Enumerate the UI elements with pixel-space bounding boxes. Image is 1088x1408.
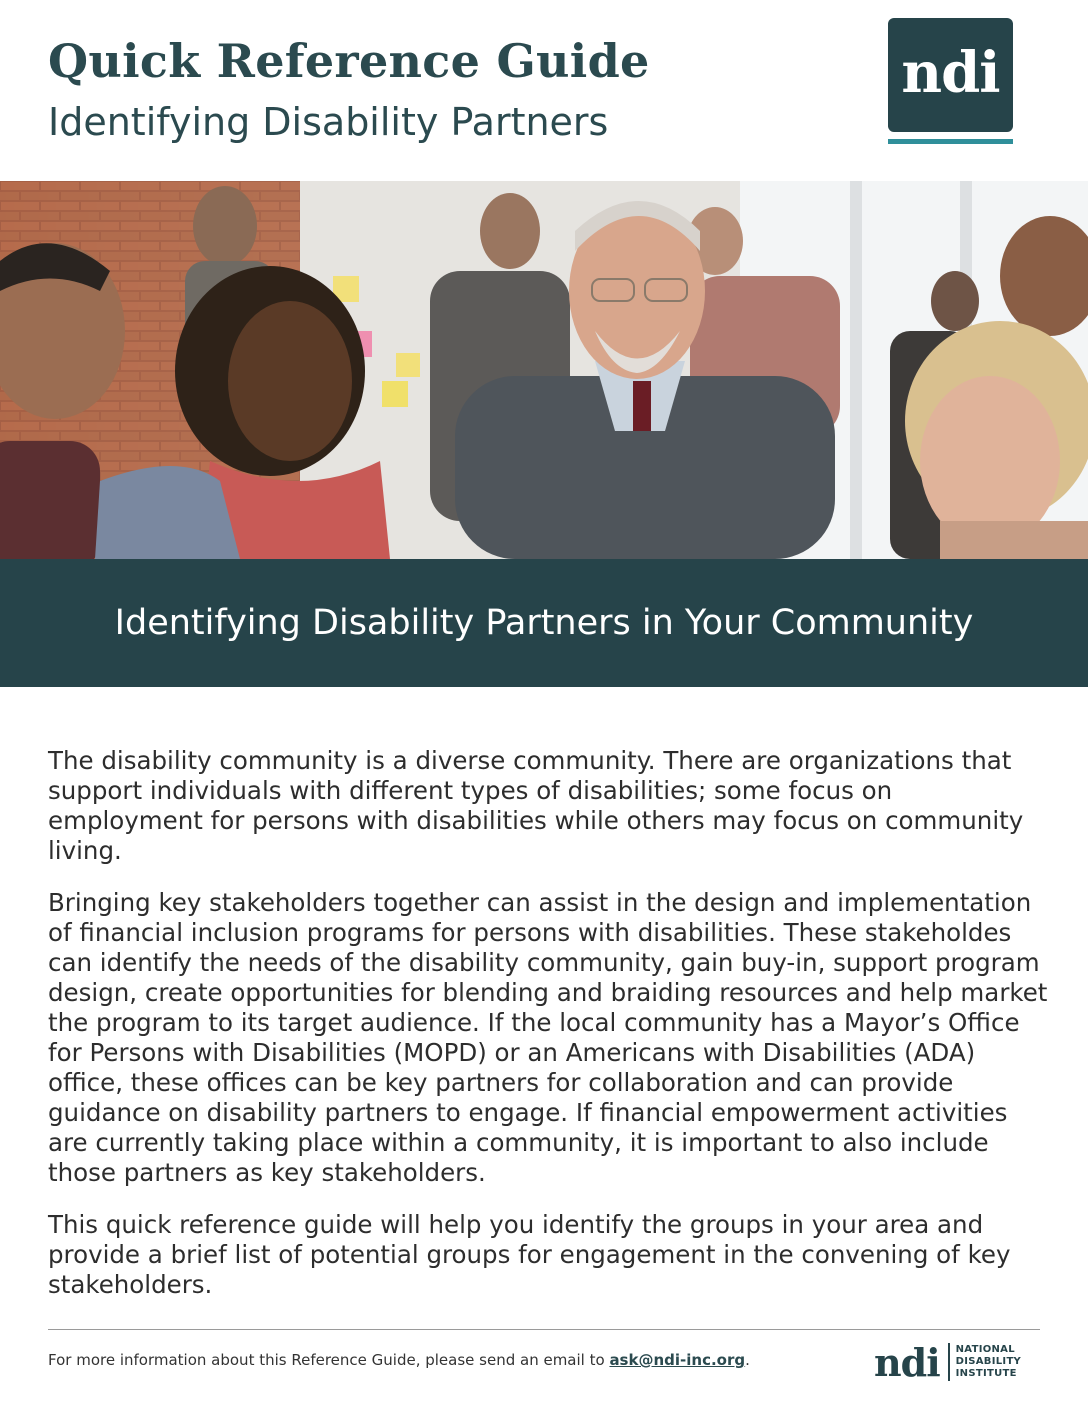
logo-text: ndi	[901, 40, 1000, 106]
footer-logo-ndi: ndi	[874, 1339, 940, 1385]
footer-text-before: For more information about this Reference Guide, please send an email to	[48, 1351, 610, 1369]
footer-logo-line3: INSTITUTE	[955, 1368, 1017, 1379]
footer-logo-divider	[948, 1343, 950, 1381]
paragraph-intro: The disability community is a diverse community. There are organizations that support individuals with different types of disabilities; some focus on employment for persons with disabilities while others may focus on community living.	[48, 746, 1024, 865]
footer-logo-line2: DISABILITY	[955, 1356, 1022, 1367]
group-photo	[0, 181, 1088, 559]
banner-heading: Identifying Disability Partners in Your Community	[114, 603, 974, 643]
footer-logo-line1: NATIONAL	[955, 1344, 1015, 1355]
email-link[interactable]: ask@ndi-inc.org	[609, 1351, 746, 1369]
section-banner	[0, 559, 1088, 687]
footer-divider	[48, 1329, 1040, 1330]
body-text	[48, 746, 1048, 1322]
paragraph-stakeholders: Bringing key stakeholders together can assist in the design and implementation of financial inclusion programs for persons with disabilities. These stakeholdes can identify the needs of the disability community, gain buy-in, support program design, create opportunities for blending and braiding resources and help market the program to its target audience. If the local community has a Mayor’s Office for Persons with Disabilities (MOPD) or an Americans with Disabilities (ADA) office, these offices can be key partners for collaboration and can provide guidance on disability partners to engage. If financial empowerment activities are currently taking place within a community, it is important to also include those partners as key stakeholders.	[48, 888, 1048, 1187]
page-title: Quick Reference Guide	[48, 34, 650, 88]
ndi-footer-logo	[874, 1340, 1021, 1384]
ndi-logo	[888, 18, 1013, 132]
footer-contact	[48, 1351, 750, 1369]
footer-logo-words	[956, 1344, 1021, 1380]
logo-underline	[888, 139, 1013, 144]
page-subtitle: Identifying Disability Partners	[48, 100, 609, 144]
footer-text-after: .	[745, 1351, 750, 1369]
paragraph-guide-purpose: This quick reference guide will help you identify the groups in your area and provide a brief list of potential groups for engagement in the convening of key stakeholders.	[48, 1210, 1011, 1299]
